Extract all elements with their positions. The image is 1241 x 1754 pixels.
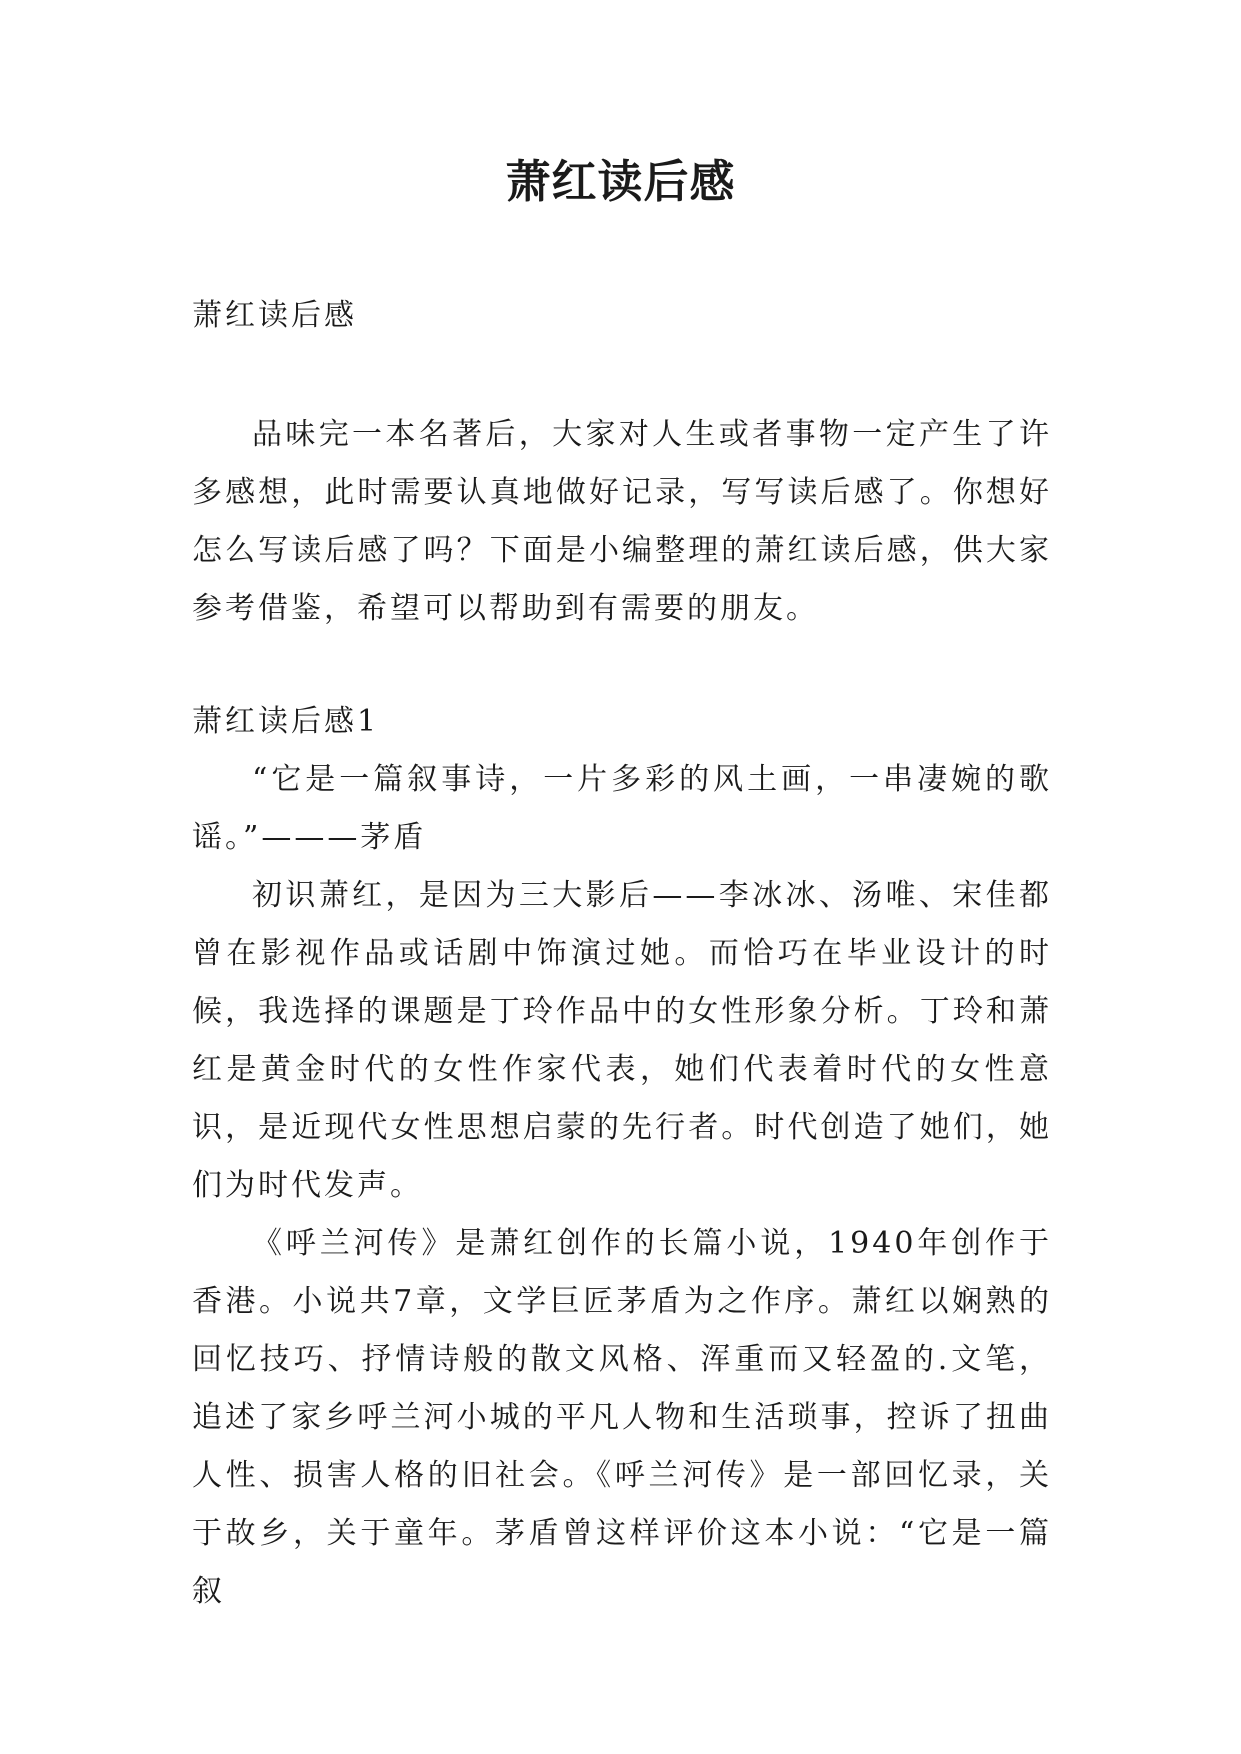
document-title: 萧红读后感 bbox=[505, 155, 736, 208]
body-paragraph-2: 《呼兰河传》是萧红创作的长篇小说，1940年创作于香港。小说共7章，文学巨匠茅盾为之作序。萧红以娴熟的回忆技巧、抒情诗般的散文风格、浑重而又轻盈的.文笔，追述了家乡呼兰河小城的平凡人物和生活琐事，控诉了扭曲人性、损害人格的旧社会。《呼兰河传》是一部回忆录，关于故乡，关于童年。茅盾曾这样评价这本小说：“它是一篇叙 bbox=[192, 1226, 1052, 1609]
document-subtitle: 萧红读后感 bbox=[192, 298, 357, 333]
section-heading-1: 萧红读后感1 bbox=[192, 704, 380, 739]
document-body bbox=[192, 287, 1052, 1621]
intro-paragraph: 品味完一本名著后，大家对人生或者事物一定产生了许多感想，此时需要认真地做好记录，写写读后感了。你想好怎么写读后感了吗？下面是小编整理的萧红读后感，供大家参考借鉴，希望可以帮助到有需要的朋友。 bbox=[192, 417, 1052, 626]
body-paragraph-1: 初识萧红，是因为三大影后——李冰冰、汤唯、宋佳都曾在影视作品或话剧中饰演过她。而恰巧在毕业设计的时候，我选择的课题是丁玲作品中的女性形象分析。丁玲和萧红是黄金时代的女性作家代表，她们代表着时代的女性意识，是近现代女性思想启蒙的先行者。时代创造了她们，她们为时代发声。 bbox=[192, 878, 1052, 1203]
quote-paragraph: “它是一篇叙事诗，一片多彩的风土画，一串凄婉的歌谣。”———茅盾 bbox=[192, 762, 1052, 855]
